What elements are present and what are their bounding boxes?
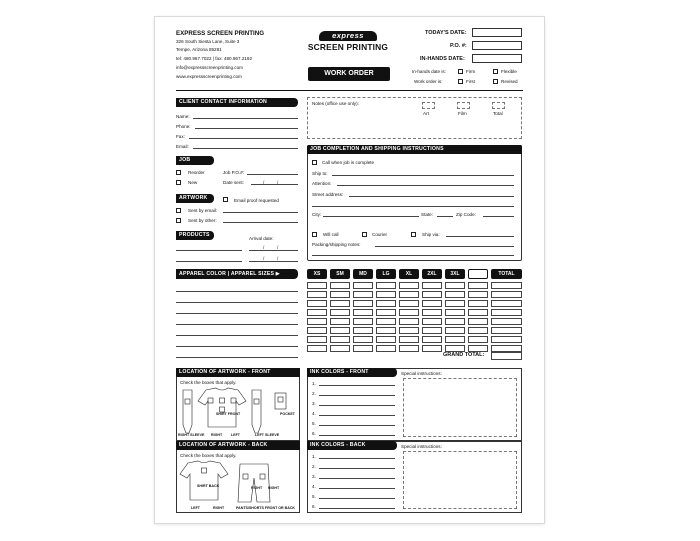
ink-row-number: 4. <box>312 411 316 416</box>
ink-color-field[interactable] <box>319 405 395 406</box>
size-cell[interactable] <box>468 336 488 343</box>
size-lg: LG <box>376 269 396 279</box>
ink-row-number: 6. <box>312 431 316 436</box>
pants-label: PANTS/SHORTS FRONT OR BACK <box>236 506 296 510</box>
attention-field[interactable] <box>337 185 514 186</box>
size-cell[interactable] <box>353 300 373 307</box>
ink-color-field[interactable] <box>319 395 395 396</box>
left-sleeve-shape <box>252 390 261 433</box>
logo-top: express <box>319 31 377 41</box>
size-custom[interactable] <box>468 269 488 279</box>
size-cell[interactable] <box>468 318 488 325</box>
ink-back-special-label: Special instructions: <box>401 444 442 449</box>
size-cell[interactable] <box>422 318 442 325</box>
size-cell[interactable] <box>468 282 488 289</box>
size-cell[interactable] <box>399 336 419 343</box>
ink-row-number: 1. <box>312 381 316 386</box>
sent-by-other-label: Sent by other: <box>188 218 217 223</box>
size-cell[interactable] <box>353 327 373 334</box>
ship-to-label: Ship to: <box>312 171 328 176</box>
company-name: EXPRESS SCREEN PRINTING <box>176 30 265 37</box>
size-cell[interactable] <box>307 327 327 334</box>
size-cell[interactable] <box>353 309 373 316</box>
size-cell[interactable] <box>399 327 419 334</box>
back-location-header: LOCATION OF ARTWORK - BACK <box>176 441 300 450</box>
sent-by-other-checkbox[interactable] <box>176 218 181 223</box>
grand-total-label: GRAND TOTAL: <box>443 352 485 358</box>
street-label: Street address: <box>312 192 344 197</box>
company-phones: tel: 480.967.7022 | fax: 480.967.2192 <box>176 56 253 61</box>
apparel-color-line[interactable] <box>176 357 298 358</box>
ink-color-field[interactable] <box>319 435 395 436</box>
date-sent-field[interactable] <box>251 184 298 185</box>
apparel-color-line[interactable] <box>176 335 298 336</box>
size-cell[interactable] <box>330 327 350 334</box>
product-line-2[interactable] <box>176 261 242 262</box>
company-website: www.expressscreenprinting.com <box>176 74 242 79</box>
pocket-shape <box>275 393 286 409</box>
apparel-color-line[interactable] <box>176 324 298 325</box>
ink-front-special-box[interactable] <box>403 378 517 437</box>
apparel-color-line[interactable] <box>176 313 298 314</box>
pants-shape <box>238 464 270 502</box>
size-cell[interactable] <box>307 300 327 307</box>
size-total: TOTAL <box>491 269 522 279</box>
arrival-date-label: Arrival date: <box>249 236 274 241</box>
email-field[interactable] <box>193 148 298 149</box>
will-call-checkbox[interactable] <box>312 232 317 237</box>
name-label: Name: <box>176 114 190 119</box>
size-cell[interactable] <box>307 318 327 325</box>
sent-by-email-field[interactable] <box>223 212 298 213</box>
ink-color-field[interactable] <box>319 488 395 489</box>
total-label: Total <box>493 111 503 116</box>
ink-row-number: 6. <box>312 504 316 509</box>
size-cell[interactable] <box>445 345 465 352</box>
city-label: City: <box>312 212 322 217</box>
size-cell[interactable] <box>376 327 396 334</box>
work-order-page: EXPRESS SCREEN PRINTING 326 South Siesta Lane, Suite 3 Tempe, Arizona 85281 tel: 480.967.7022 | fax: 480.967.2192 info@expressscreenprinting.com www.expressscreenprinting.com express SCREEN PRINTING WORK ORDER TODAY'S DATE: P.O. #: IN-HANDS DATE: In-hands date is: Firm Flexible Work order is: First Revised CLIENT CONTACT INFORMATION Name: Phone: Fax: Email: Notes (office use only): Art Film Total JOB Reorder New Job P.O.#: Date sent: / / ARTWORK Email proof requested Sent by email: Sent by other: PRODUCTS Arrival date: / / / / JOB COMPLETION AND SHIPPING INSTRUCTIONS Call when job is complete Ship to: Attention: Street address: City: State: Zip Code: Will call Courier Ship via: Packing/shipping notes: APPAREL COLOR | APPAREL SIZES ▶ XS SM MD LG XL 2XL 3XL TOTAL GRAND TOTAL: LOCATION OF ARTWORK - FRONT Check the boxes that apply. SHIRT FRONT POCKET RIGHT SLEEVE RIGHT LEFT LEFT SLEEVE LOCATION OF ARTWORK - BACK Check the boxes that apply. SHIRT BACK RIGHT RIGHT LEFT RIGHT PANTS/SHORTS FRONT OR BACK INK COLORS - FRONT Special instructions: 1. 2. 3. 4. 5. 6. INK COLORS - BACK Special instructions: 1. 2. 3. 4. 5. 6. <box>155 17 544 523</box>
size-cell[interactable] <box>445 291 465 298</box>
ink-front-header: INK COLORS - FRONT <box>307 368 397 377</box>
art-label: Art <box>423 111 429 116</box>
in-hands-date-field[interactable] <box>472 54 522 63</box>
new-checkbox[interactable] <box>176 180 181 185</box>
shirt-back-shape <box>180 461 228 500</box>
notes-label: Notes (office use only): <box>312 101 359 106</box>
film-label: Film <box>458 111 467 116</box>
revised-checkbox[interactable] <box>493 79 498 84</box>
size-xl: XL <box>399 269 419 279</box>
logo-bottom: SCREEN PRINTING <box>307 42 389 52</box>
attention-label: Attention: <box>312 181 332 186</box>
ink-back-special-box[interactable] <box>403 451 517 509</box>
arrival-date-2[interactable] <box>249 261 298 262</box>
phone-field[interactable] <box>195 128 298 129</box>
size-cell[interactable] <box>491 318 522 325</box>
ink-color-field[interactable] <box>319 478 395 479</box>
back-right-label-3: RIGHT <box>213 506 225 510</box>
front-location-header: LOCATION OF ARTWORK - FRONT <box>176 368 300 377</box>
work-order-is-label: Work order is: <box>414 79 443 84</box>
size-cell[interactable] <box>468 300 488 307</box>
size-cell[interactable] <box>468 345 488 352</box>
size-cell[interactable] <box>445 300 465 307</box>
size-cell[interactable] <box>445 327 465 334</box>
zip-label: Zip Code: <box>456 212 476 217</box>
size-cell[interactable] <box>330 318 350 325</box>
right-sleeve-label: RIGHT SLEEVE <box>178 433 205 437</box>
size-cell[interactable] <box>307 291 327 298</box>
shirt-back-label: SHIRT BACK <box>197 484 220 488</box>
call-label: Call when job is complete <box>322 160 375 165</box>
ink-back-header: INK COLORS - BACK <box>307 441 397 450</box>
size-cell[interactable] <box>491 282 522 289</box>
state-label: State: <box>421 212 434 217</box>
product-line-1[interactable] <box>176 250 242 251</box>
first-label: First <box>466 79 475 84</box>
reorder-checkbox[interactable] <box>176 170 181 175</box>
firm-checkbox[interactable] <box>458 69 463 74</box>
ink-color-field[interactable] <box>319 508 395 509</box>
city-field[interactable] <box>323 216 419 217</box>
right-sleeve-box <box>185 399 190 404</box>
ink-row-number: 3. <box>312 401 316 406</box>
packing-field-2[interactable] <box>312 255 514 256</box>
job-po-label: Job P.O.#: <box>223 170 245 175</box>
flexible-checkbox[interactable] <box>493 69 498 74</box>
size-cell[interactable] <box>491 300 522 307</box>
job-po-field[interactable] <box>247 174 298 175</box>
size-cell[interactable] <box>353 345 373 352</box>
total-box[interactable] <box>492 102 505 109</box>
shipping-header: JOB COMPLETION AND SHIPPING INSTRUCTIONS <box>307 145 522 154</box>
ship-to-field[interactable] <box>332 175 514 176</box>
size-xs: XS <box>307 269 327 279</box>
size-cell[interactable] <box>376 345 396 352</box>
film-box[interactable] <box>457 102 470 109</box>
size-cell[interactable] <box>307 282 327 289</box>
client-contact-header: CLIENT CONTACT INFORMATION <box>176 98 298 107</box>
arrival-date-1[interactable] <box>249 250 298 251</box>
ship-via-field[interactable] <box>446 236 514 237</box>
size-cell[interactable] <box>399 291 419 298</box>
size-cell[interactable] <box>330 336 350 343</box>
size-cell[interactable] <box>307 345 327 352</box>
front-right-label: RIGHT <box>211 433 223 437</box>
right-sleeve-shape <box>183 390 192 433</box>
fax-label: Fax: <box>176 134 185 139</box>
size-cell[interactable] <box>307 336 327 343</box>
shirt-front-shape <box>198 388 246 427</box>
left-sleeve-label: LEFT SLEEVE <box>255 433 280 437</box>
products-header: PRODUCTS <box>176 231 214 240</box>
size-cell[interactable] <box>399 282 419 289</box>
phone-label: Phone: <box>176 124 191 129</box>
size-cell[interactable] <box>399 318 419 325</box>
ink-row-number: 2. <box>312 464 316 469</box>
company-address-1: 326 South Siesta Lane, Suite 3 <box>176 39 240 44</box>
express-logo <box>305 31 391 55</box>
ink-color-field[interactable] <box>319 468 395 469</box>
ink-row-number: 2. <box>312 391 316 396</box>
back-garment-illustration <box>178 460 298 512</box>
size-cell[interactable] <box>376 309 396 316</box>
zip-field[interactable] <box>483 216 514 217</box>
size-cell[interactable] <box>353 336 373 343</box>
name-field[interactable] <box>193 118 298 119</box>
size-cell[interactable] <box>468 309 488 316</box>
front-check-label: Check the boxes that apply. <box>180 380 237 385</box>
size-cell[interactable] <box>399 345 419 352</box>
courier-checkbox[interactable] <box>362 232 367 237</box>
shirt-front-label: SHIRT FRONT <box>216 412 241 416</box>
size-cell[interactable] <box>353 291 373 298</box>
street-field[interactable] <box>349 196 514 197</box>
revised-label: Revised <box>501 79 518 84</box>
back-left-label: LEFT <box>191 506 200 510</box>
apparel-color-line[interactable] <box>176 291 298 292</box>
size-cell[interactable] <box>376 291 396 298</box>
size-cell[interactable] <box>445 309 465 316</box>
size-cell[interactable] <box>376 300 396 307</box>
ink-color-field[interactable] <box>319 425 395 426</box>
company-address-2: Tempe, Arizona 85281 <box>176 47 222 52</box>
size-cell[interactable] <box>422 291 442 298</box>
size-cell[interactable] <box>330 345 350 352</box>
size-cell[interactable] <box>307 309 327 316</box>
size-cell[interactable] <box>353 318 373 325</box>
fax-field[interactable] <box>189 138 298 139</box>
size-cell[interactable] <box>330 300 350 307</box>
size-cell[interactable] <box>422 282 442 289</box>
size-cell[interactable] <box>422 327 442 334</box>
size-cell[interactable] <box>399 300 419 307</box>
size-cell[interactable] <box>376 282 396 289</box>
back-check-label: Check the boxes that apply. <box>180 453 237 458</box>
apparel-color-line[interactable] <box>176 302 298 303</box>
back-right-label-2: RIGHT <box>268 486 280 490</box>
email-proof-checkbox[interactable] <box>223 197 228 202</box>
po-label: P.O. #: <box>450 43 467 49</box>
courier-label: Courier <box>372 232 388 237</box>
size-cell[interactable] <box>353 282 373 289</box>
size-cell[interactable] <box>399 309 419 316</box>
email-label: Email: <box>176 144 189 149</box>
size-cell[interactable] <box>330 282 350 289</box>
size-cell[interactable] <box>491 327 522 334</box>
size-cell[interactable] <box>445 318 465 325</box>
ship-via-checkbox[interactable] <box>411 232 416 237</box>
ink-row-number: 4. <box>312 484 316 489</box>
ink-color-field[interactable] <box>319 458 395 459</box>
size-cell[interactable] <box>491 291 522 298</box>
ink-color-field[interactable] <box>319 415 395 416</box>
flexible-label: Flexible <box>501 69 517 74</box>
sent-by-other-field[interactable] <box>223 222 298 223</box>
form-title: WORK ORDER <box>308 67 390 81</box>
date-sent-label: Date sent: <box>223 180 244 185</box>
apparel-header: APPAREL COLOR | APPAREL SIZES ▶ <box>176 269 298 279</box>
state-field[interactable] <box>437 216 453 217</box>
todays-date-field[interactable] <box>472 28 522 37</box>
ship-via-label: Ship via: <box>422 232 440 237</box>
size-cell[interactable] <box>468 291 488 298</box>
grand-total-field[interactable] <box>491 352 522 360</box>
po-field[interactable] <box>472 41 522 50</box>
in-hands-date-label: IN-HANDS DATE: <box>420 56 465 62</box>
ink-row-number: 5. <box>312 494 316 499</box>
size-cell[interactable] <box>491 309 522 316</box>
size-cell[interactable] <box>330 309 350 316</box>
size-sm: SM <box>330 269 350 279</box>
job-header: JOB <box>176 156 214 165</box>
ink-color-field[interactable] <box>319 385 395 386</box>
ink-row-number: 3. <box>312 474 316 479</box>
sent-by-email-checkbox[interactable] <box>176 208 181 213</box>
size-cell[interactable] <box>422 345 442 352</box>
first-checkbox[interactable] <box>458 79 463 84</box>
size-cell[interactable] <box>491 336 522 343</box>
packing-label: Packing/shipping notes: <box>312 242 361 247</box>
artwork-header: ARTWORK <box>176 194 214 203</box>
company-email: info@expressscreenprinting.com <box>176 65 243 70</box>
size-cell[interactable] <box>491 345 522 352</box>
size-cell[interactable] <box>422 336 442 343</box>
reorder-label: Reorder <box>188 170 205 175</box>
size-cell[interactable] <box>422 300 442 307</box>
email-proof-label: Email proof requested <box>234 198 279 203</box>
firm-label: Firm <box>466 69 476 74</box>
size-cell[interactable] <box>376 318 396 325</box>
pocket-label: POCKET <box>280 412 295 416</box>
size-cell[interactable] <box>445 336 465 343</box>
front-left-label: LEFT <box>231 433 240 437</box>
new-label: New <box>188 180 198 185</box>
in-hands-is-label: In-hands date is: <box>412 69 446 74</box>
ink-color-field[interactable] <box>319 498 395 499</box>
art-box[interactable] <box>422 102 435 109</box>
size-3xl: 3XL <box>445 269 465 279</box>
call-checkbox[interactable] <box>312 160 317 165</box>
size-cell[interactable] <box>330 291 350 298</box>
apparel-color-line[interactable] <box>176 346 298 347</box>
will-call-label: Will call <box>323 232 339 237</box>
size-cell[interactable] <box>376 336 396 343</box>
size-md: MD <box>353 269 373 279</box>
header-divider <box>176 90 523 91</box>
ink-front-special-label: Special instructions: <box>401 371 442 376</box>
size-2xl: 2XL <box>422 269 442 279</box>
ink-row-number: 5. <box>312 421 316 426</box>
size-cell[interactable] <box>422 309 442 316</box>
size-cell[interactable] <box>468 327 488 334</box>
sent-by-email-label: Sent by email: <box>188 208 218 213</box>
todays-date-label: TODAY'S DATE: <box>425 30 467 36</box>
packing-field[interactable] <box>375 246 514 247</box>
back-right-label-1: RIGHT <box>251 486 263 490</box>
ink-row-number: 1. <box>312 454 316 459</box>
size-cell[interactable] <box>445 282 465 289</box>
street-field-2[interactable] <box>312 206 514 207</box>
